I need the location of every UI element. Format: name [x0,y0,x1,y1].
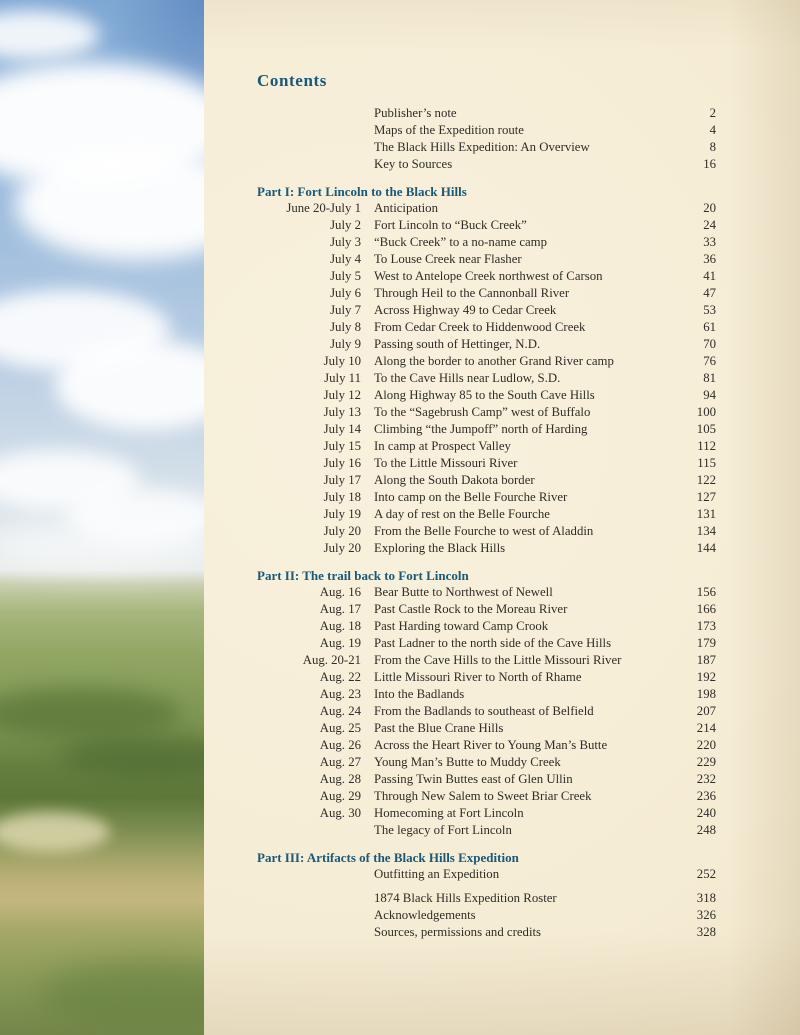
toc-entry [257,105,716,122]
toc-entry [257,285,716,302]
entry-title: Publisher’s note [374,106,457,120]
entry-date: July 6 [330,286,361,300]
grass-shadow [40,960,204,1030]
entry-title: Into camp on the Belle Fourche River [374,490,568,504]
entry-date: July 11 [324,371,361,385]
entry-page-number: 24 [703,218,716,232]
entry-title: To the Cave Hills near Ludlow, S.D. [374,371,561,385]
entry-page-number: 131 [696,507,716,521]
toc-entry [257,438,716,455]
toc-entry [257,251,716,268]
entry-title: Across Highway 49 to Cedar Creek [374,303,557,317]
entry-title: Along the border to another Grand River camp [374,354,614,368]
entry-date: July 12 [323,388,361,402]
part-heading: Part I: Fort Lincoln to the Black Hills [257,184,467,199]
entry-page-number: 70 [703,337,716,351]
entry-page-number: 8 [709,140,716,154]
toc-entry [257,771,716,788]
entry-title: Acknowledgements [374,908,476,922]
entry-page-number: 192 [696,670,716,684]
prairie-photo [0,0,204,1035]
entry-page-number: 94 [703,388,716,402]
entry-date [257,924,361,941]
entry-page-number: 229 [696,755,716,769]
toc-entry [257,805,716,822]
entry-title: From the Badlands to southeast of Belfield [374,704,594,718]
entry-page-number: 76 [703,354,716,368]
entry-page-number: 198 [696,687,716,701]
entry-page-number: 100 [696,405,716,419]
entry-date: July 18 [323,490,361,504]
entry-page-number: 16 [703,157,716,171]
entry-title: Passing Twin Buttes east of Glen Ullin [374,772,573,786]
entry-title: Exploring the Black Hills [374,541,506,555]
entry-date: July 13 [323,405,361,419]
entry-date: June 20-July 1 [286,201,361,215]
entry-page-number: 328 [696,925,716,939]
entry-date: July 19 [323,507,361,521]
toc-entry [257,370,716,387]
entry-title: Fort Lincoln to “Buck Creek” [374,218,527,232]
toc-entry [257,319,716,336]
entry-date: Aug. 24 [319,704,361,718]
entry-date: Aug. 30 [319,806,361,820]
toc-entry [257,156,716,173]
entry-date: July 16 [323,456,361,470]
entry-page-number: 20 [703,201,716,215]
horizon-haze [0,520,204,570]
entry-date: Aug. 22 [319,670,361,684]
entry-page-number: 220 [696,738,716,752]
entry-title: To Louse Creek near Flasher [374,252,522,266]
entry-page-number: 187 [696,653,716,667]
entry-date: Aug. 29 [319,789,361,803]
entry-page-number: 122 [696,473,716,487]
entry-page-number: 326 [696,908,716,922]
toc-entry [257,234,716,251]
entry-title: From the Cave Hills to the Little Missouri River [374,653,622,667]
entry-page-number: 36 [703,252,716,266]
entry-title: Past Harding toward Camp Crook [374,619,549,633]
entry-page-number: 112 [697,439,716,453]
toc-entry [257,489,716,506]
entry-date [257,122,361,139]
toc-entry [257,652,716,669]
entry-title: Along Highway 85 to the South Cave Hills [374,388,595,402]
toc-entry [257,601,716,618]
entry-page-number: 81 [703,371,716,385]
table-of-contents [257,70,716,941]
entry-page-number: 207 [696,704,716,718]
entry-date: July 3 [330,235,361,249]
entry-page-number: 252 [696,867,716,881]
entry-date: July 8 [330,320,361,334]
toc-entry [257,754,716,771]
part-heading: Part III: Artifacts of the Black Hills Expedition [257,850,519,865]
entry-date: Aug. 18 [319,619,361,633]
entry-date: July 10 [323,354,361,368]
entry-page-number: 179 [696,636,716,650]
entry-date: Aug. 23 [319,687,361,701]
entry-title: Young Man’s Butte to Muddy Creek [374,755,561,769]
toc-entry [257,669,716,686]
entry-date [257,866,361,883]
entry-title: Into the Badlands [374,687,465,701]
rock-outcrop [0,812,110,852]
entry-page-number: 105 [696,422,716,436]
entry-title: Anticipation [374,201,438,215]
entry-title: Little Missouri River to North of Rhame [374,670,582,684]
entry-date: Aug. 25 [319,721,361,735]
toc-entry [257,703,716,720]
entry-page-number: 236 [696,789,716,803]
entry-title: Across the Heart River to Young Man’s Butte [374,738,608,752]
toc-entry [257,353,716,370]
entry-title: Homecoming at Fort Lincoln [374,806,524,820]
entry-page-number: 2 [709,106,716,120]
entry-page-number: 127 [696,490,716,504]
entry-title: Climbing “the Jumpoff” north of Harding [374,422,588,436]
entry-date: July 20 [323,524,361,538]
entry-title: Outfitting an Expedition [374,867,500,881]
toc-entry [257,618,716,635]
entry-title: Past Castle Rock to the Moreau River [374,602,568,616]
entry-date [257,890,361,907]
entry-title: Past Ladner to the north side of the Cave Hills [374,636,612,650]
entry-date: Aug. 19 [319,636,361,650]
entry-title: To the “Sagebrush Camp” west of Buffalo [374,405,591,419]
entry-page-number: 4 [709,123,716,137]
entry-title: “Buck Creek” to a no-name camp [374,235,548,249]
toc-entry [257,387,716,404]
entry-title: Through New Salem to Sweet Briar Creek [374,789,592,803]
entry-page-number: 61 [703,320,716,334]
entry-page-number: 214 [696,721,716,735]
toc-entry [257,924,716,941]
entry-date: Aug. 28 [319,772,361,786]
entry-title: Bear Butte to Northwest of Newell [374,585,553,599]
entry-title: To the Little Missouri River [374,456,518,470]
entry-title: A day of rest on the Belle Fourche [374,507,550,521]
toc-entry [257,455,716,472]
toc-entry [257,737,716,754]
entry-page-number: 156 [696,585,716,599]
entry-date: July 9 [330,337,361,351]
entry-date [257,156,361,173]
entry-date: July 7 [330,303,361,317]
entry-page-number: 248 [696,823,716,837]
entry-title: 1874 Black Hills Expedition Roster [374,891,557,905]
entry-title: From Cedar Creek to Hiddenwood Creek [374,320,586,334]
entry-page-number: 318 [696,891,716,905]
entry-date [257,907,361,924]
toc-entry [257,866,716,883]
toc-entry [257,720,716,737]
entry-page-number: 47 [703,286,716,300]
entry-title: Maps of the Expedition route [374,123,524,137]
entry-date: July 20 [323,541,361,555]
entry-page-number: 41 [703,269,716,283]
entry-title: In camp at Prospect Valley [374,439,511,453]
toc-entry [257,890,716,907]
entry-title: From the Belle Fourche to west of Aladdin [374,524,594,538]
toc-entry [257,302,716,319]
entry-date: Aug. 27 [319,755,361,769]
entry-date: Aug. 17 [319,602,361,616]
entry-date [257,105,361,122]
entry-title: Along the South Dakota border [374,473,535,487]
entry-title: Past the Blue Crane Hills [374,721,504,735]
toc-sections [257,105,716,941]
entry-title: Through Heil to the Cannonball River [374,286,570,300]
toc-entry [257,540,716,557]
tree-clump [60,735,204,775]
entry-page-number: 33 [703,235,716,249]
toc-entry [257,268,716,285]
entry-page-number: 232 [696,772,716,786]
entry-title: Sources, permissions and credits [374,925,542,939]
toc-entry [257,822,716,839]
entry-title: The Black Hills Expedition: An Overview [374,140,590,154]
entry-date [257,139,361,156]
entry-page-number: 166 [696,602,716,616]
entry-page-number: 115 [697,456,716,470]
toc-entry [257,217,716,234]
entry-page-number: 134 [696,524,716,538]
page-title: Contents [257,71,327,90]
toc-entry [257,907,716,924]
entry-title: The legacy of Fort Lincoln [374,823,512,837]
entry-date: July 4 [330,252,361,266]
entry-page-number: 240 [696,806,716,820]
toc-entry [257,139,716,156]
toc-entry [257,122,716,139]
entry-title: Key to Sources [374,157,453,171]
toc-entry [257,404,716,421]
entry-date: Aug. 26 [319,738,361,752]
toc-entry [257,336,716,353]
toc-entry [257,635,716,652]
part-heading: Part II: The trail back to Fort Lincoln [257,568,469,583]
toc-entry [257,686,716,703]
toc-entry [257,472,716,489]
entry-date: Aug. 20-21 [302,653,361,667]
entry-page-number: 53 [703,303,716,317]
entry-title: Passing south of Hettinger, N.D. [374,337,541,351]
tree-clump [0,688,180,738]
entry-date: Aug. 16 [319,585,361,599]
entry-date: July 5 [330,269,361,283]
toc-entry [257,788,716,805]
entry-page-number: 173 [696,619,716,633]
toc-entry [257,523,716,540]
toc-entry [257,584,716,601]
toc-entry [257,200,716,217]
cloud-shape [0,10,100,60]
toc-spacer [257,883,716,890]
entry-date: July 15 [323,439,361,453]
entry-title: West to Antelope Creek northwest of Carson [374,269,603,283]
toc-entry [257,421,716,438]
entry-date [257,822,361,839]
entry-date: July 2 [330,218,361,232]
toc-entry [257,506,716,523]
entry-date: July 17 [323,473,361,487]
entry-date: July 14 [323,422,361,436]
entry-page-number: 144 [696,541,716,555]
